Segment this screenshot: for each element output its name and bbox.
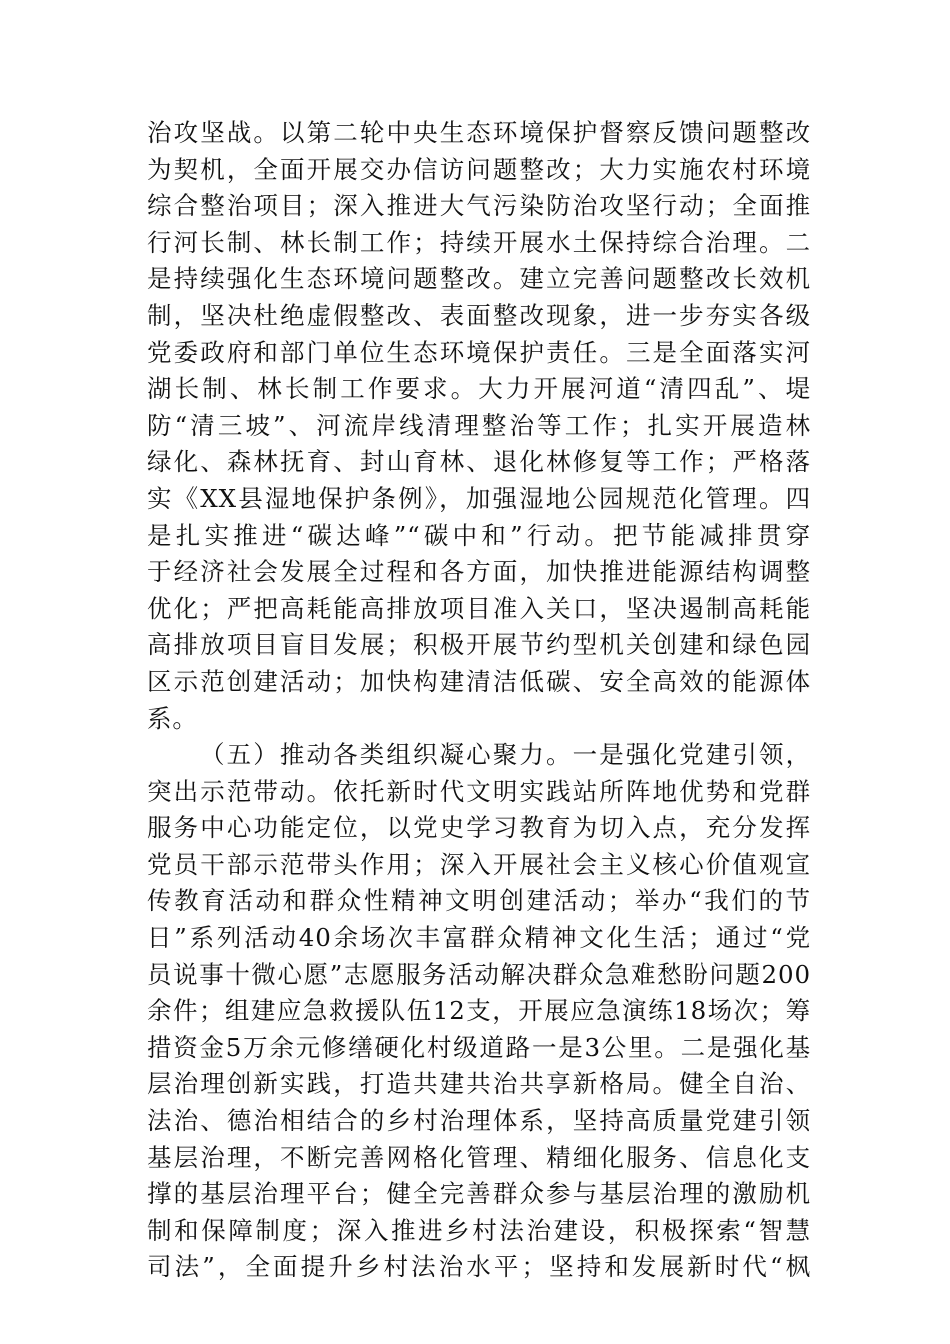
text-line: 于经济社会发展全过程和各方面，加快推进能源结构调整 [147,557,811,587]
text-line: 传教育活动和群众性精神文明创建活动；举办“我们的节 [147,886,811,916]
text-line: 系。 [147,703,198,733]
text-line: 优化；严把高耗能高排放项目准入关口，坚决遏制高耗能 [147,593,811,623]
text-line: 防“清三坡”、河流岸线清理整治等工作；扎实开展造林 [147,410,811,440]
text-line: 司法”，全面提升乡村法治水平；坚持和发展新时代“枫 [147,1252,811,1282]
text-line: 绿化、森林抚育、封山育林、退化林修复等工作；严格落 [147,447,811,477]
text-line: 高排放项目盲目发展；积极开展节约型机关创建和绿色园 [147,630,811,660]
text-line: 行河长制、林长制工作；持续开展水土保持综合治理。二 [147,227,811,257]
text-line: 治攻坚战。以第二轮中央生态环境保护督察反馈问题整改 [147,118,811,147]
text-line: 基层治理，不断完善网格化管理、精细化服务、信息化支 [147,1142,811,1172]
body-text [147,115,811,1286]
text-line: 是扎实推进“碳达峰”“碳中和”行动。把节能减排贯穿 [147,520,811,550]
text-line: 是持续强化生态环境问题整改。建立完善问题整改长效机 [147,264,811,294]
text-line: 实《XX县湿地保护条例》，加强湿地公园规范化管理。四 [147,483,811,513]
text-line: 湖长制、林长制工作要求。大力开展河道“清四乱”、堤 [147,374,811,404]
text-line: 撑的基层治理平台；健全完善群众参与基层治理的激励机 [147,1179,811,1209]
text-line: 党员干部示范带头作用；深入开展社会主义核心价值观宣 [147,849,811,879]
text-line: 法治、德治相结合的乡村治理体系，坚持高质量党建引领 [147,1106,811,1136]
text-line: 层治理创新实践，打造共建共治共享新格局。健全自治、 [147,1069,811,1099]
text-line: 制和保障制度；深入推进乡村法治建设，积极探索“智慧 [147,1215,811,1245]
text-line: 突出示范带动。依托新时代文明实践站所阵地优势和党群 [147,776,811,806]
text-line: 区示范创建活动；加快构建清洁低碳、安全高效的能源体 [147,666,811,696]
text-line: 员说事十微心愿”志愿服务活动解决群众急难愁盼问题200 [147,959,811,989]
paragraph-first-line: （五）推动各类组织凝心聚力。一是强化党建引领， [200,740,811,770]
text-line: 余件；组建应急救援队伍12支，开展应急演练18场次；筹 [147,996,811,1026]
text-line: 日”系列活动40余场次丰富群众精神文化生活；通过“党 [147,923,811,953]
text-line: 综合整治项目；深入推进大气污染防治攻坚行动；全面推 [147,191,811,221]
text-line: 党委政府和部门单位生态环境保护责任。三是全面落实河 [147,337,811,367]
text-line: 服务中心功能定位，以党史学习教育为切入点，充分发挥 [147,813,811,843]
text-line: 制，坚决杜绝虚假整改、表面整改现象，进一步夯实各级 [147,300,811,330]
text-line: 措资金5万余元修缮硬化村级道路一是3公里。二是强化基 [147,1032,811,1062]
text-line: 为契机，全面开展交办信访问题整改；大力实施农村环境 [147,154,811,184]
